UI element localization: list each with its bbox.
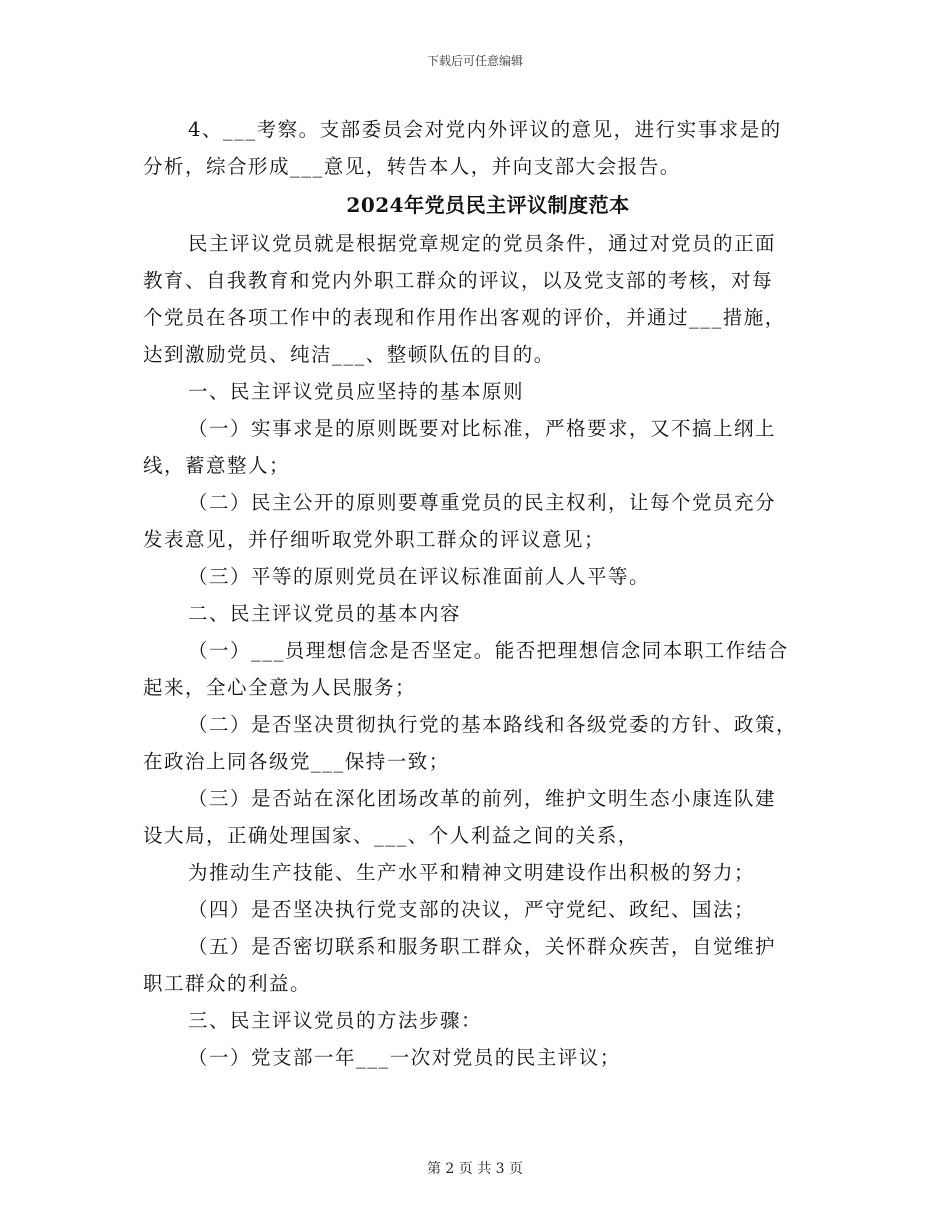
document-title: 2024年党员民主评议制度范本 <box>346 193 630 217</box>
paragraph-line: 发表意见，并仔细听取党外职工群众的评议意见； <box>143 528 606 551</box>
paragraph-line: （四）是否坚决执行党支部的决议，严守党纪、政纪、国法； <box>188 898 756 921</box>
paragraph-line: 个党员在各项工作中的表现和作用作出客观的评价，并通过___措施， <box>143 306 786 329</box>
section-heading: 二、民主评议党员的基本内容 <box>188 602 462 625</box>
page-number: 第 2 页 共 3 页 <box>426 1161 524 1177</box>
paragraph-line: 达到激励党员、纯洁___、整顿队伍的目的。 <box>143 343 555 366</box>
paragraph-line: （一）党支部一年___一次对党员的民主评议； <box>188 1046 621 1069</box>
document-body <box>143 111 813 1076</box>
paragraph-line: 职工群众的利益。 <box>143 972 312 995</box>
paragraph-line: 线，蓄意整人； <box>143 454 291 477</box>
paragraph-line: 在政治上同各级党___保持一致； <box>143 750 450 773</box>
header-note: 下载后可任意编辑 <box>426 54 523 68</box>
paragraph-line: 民主评议党员就是根据党章规定的党员条件，通过对党员的正面 <box>188 232 777 255</box>
paragraph-line: （五）是否密切联系和服务职工群众，关怀群众疾苦，自觉维护 <box>188 935 777 958</box>
paragraph-line: 为推动生产技能、生产水平和精神文明建设作出积极的努力； <box>188 861 756 884</box>
section-heading: 三、民主评议党员的方法步骤： <box>188 1009 483 1032</box>
paragraph-line: 教育、自我教育和党内外职工群众的评议，以及党支部的考核，对每 <box>143 269 774 292</box>
paragraph-line: 分析，综合形成___意见，转告本人，并向支部大会报告。 <box>143 155 681 178</box>
paragraph-line: （一）___员理想信念是否坚定。能否把理想信念同本职工作结合 <box>188 639 789 662</box>
paragraph-line: 起来，全心全意为人民服务； <box>143 676 417 699</box>
paragraph-line: （二）民主公开的原则要尊重党员的民主权利，让每个党员充分 <box>188 491 777 514</box>
paragraph-line: （三）平等的原则党员在评议标准面前人人平等。 <box>188 565 651 588</box>
paragraph-line: 设大局，正确处理国家、___、个人利益之间的关系， <box>143 824 639 847</box>
paragraph-line: 4、___考察。支部委员会对党内外评议的意见，进行实事求是的 <box>188 118 782 141</box>
paragraph-line: （三）是否站在深化团场改革的前列，维护文明生态小康连队建 <box>188 787 777 810</box>
paragraph-line: （二）是否坚决贯彻执行党的基本路线和各级党委的方针、政策， <box>188 713 798 736</box>
section-heading: 一、民主评议党员应坚持的基本原则 <box>188 380 525 403</box>
paragraph-line: （一）实事求是的原则既要对比标准，严格要求，又不搞上纲上 <box>188 417 777 440</box>
